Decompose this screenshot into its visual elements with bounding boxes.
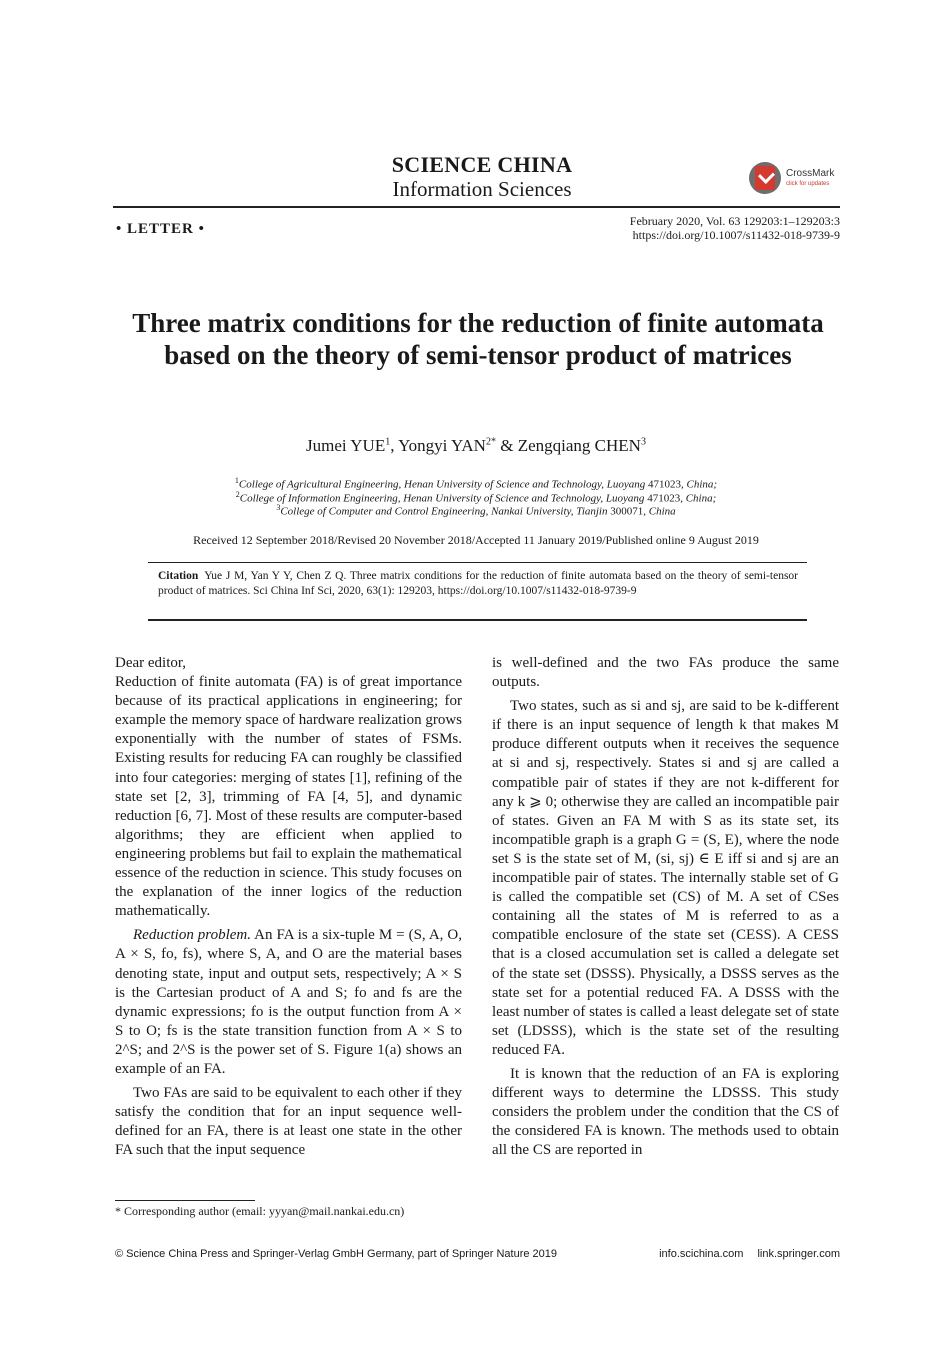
paragraph-equivalence: Two FAs are said to be equivalent to each other if they satisfy the condition that for an input sequence well-defined for an FA, there is at least one state in the other FA such that the input sequence <box>115 1085 462 1159</box>
crossmark-icon <box>749 162 781 194</box>
paragraph-ldsss: It is known that the reduction of an FA is exploring different ways to determine the LDSSS. This study considers the problem under the condition that the CS of the considered FA is known. The methods used to obtain all the CS are reported in <box>492 1065 839 1159</box>
footer-links <box>645 1248 840 1260</box>
crossmark-label: CrossMark <box>786 168 835 179</box>
citation-box <box>158 569 798 599</box>
author-2-affil: 2* <box>485 436 496 448</box>
author-1: Jumei YUE <box>306 436 386 455</box>
affiliation-1: $^1$College of Agricultural Engineering, Henan University of Science and Technology, Luoyang 471023, China; <box>234 476 718 491</box>
author-separator: & <box>495 436 518 455</box>
publication-dates: Received 12 September 2018/Revised 20 November 2018/Accepted 11 January 2019/Published online 9 August 2019 <box>193 533 759 547</box>
paper-title: Three matrix conditions for the reduction of finite automata based on the theory of semi-tensor product of matrices <box>132 308 824 370</box>
author-3-affil: 3 <box>640 436 646 448</box>
author-3: Zengqiang CHEN <box>517 436 641 455</box>
footnote-rule <box>115 1200 255 1201</box>
citation-text: Yue J M, Yan Y Y, Chen Z Q. Three matrix conditions for the reduction of finite automata based on the theory of semi-tensor product of matrices. Sci China Inf Sci, 2020, 63(1): 129203, https://doi.org/10.1007/s11432-018-9739-9 <box>158 570 798 597</box>
citation-rule-top <box>148 562 807 563</box>
crossmark-badge[interactable] <box>749 162 849 198</box>
paragraph-intro: Reduction of finite automata (FA) is of great importance because of its practical applications in engineering; for example the memory space of hardware realization grows exponentially with the number of states of FSMs. Existing results for reducing FA can roughly be classified into four categories: merging of states [1], refining of the state set [2, 3], trimming of FA [4, 5], and dynamic reduction [6, 7]. Most of these results are computer-based algorithms; they are efficient when applied to engineering problems but fail to explain the mathematical essence of the reduction in science. This study focuses on the explanation of the inner logics of the reduction mathematically. <box>115 674 462 920</box>
corresponding-author-footnote: * Corresponding author (email: yyyan@mail.nankai.edu.cn) <box>115 1204 405 1218</box>
run-in-heading: Reduction problem. <box>133 927 251 944</box>
issue-info: February 2020, Vol. 63 129203:1–129203:3 <box>629 214 840 228</box>
copyright-notice: © Science China Press and Springer-Verlag GmbH Germany, part of Springer Nature 2019 <box>115 1248 558 1260</box>
author-list <box>0 436 950 456</box>
crossmark-sublabel: click for updates <box>786 181 830 187</box>
citation-rule-bottom <box>148 619 807 621</box>
paragraph-equivalence-cont: is well-defined and the two FAs produce the same outputs. <box>492 655 839 691</box>
header-rule <box>113 206 840 208</box>
journal-subject: Information Sciences <box>392 177 572 201</box>
author-1-affil: 1 <box>385 436 391 448</box>
affiliation-2: $^2$College of Information Engineering, Henan University of Science and Technology, Luoyang 471023, China; <box>235 490 717 505</box>
body-column-right <box>492 654 839 1160</box>
body-column-left <box>115 654 462 1160</box>
paragraph-definitions: Two states, such as si and sj, are said to be k-different if there is an input sequence of length k that makes M produce different outputs when it receives the sequence at si and sj, respectively. States si and sj are called a compatible pair of states if they are not k-different for any k ⩾ 0; otherwise they are called an incompatible pair of states. Given an FA M with S as its state set, its incompatible graph is a graph G = (S, E), where the node set S is the state set of M, (si, sj) ∈ E iff si and sj are an incompatible pair of states. The internally stable set of G is called the compatible set (CS) of M. A set of CSes containing all the states of M is referred to as a compatible enclosure of the state set (CESS). A CESS that is a closed accumulation set is called a delegate set of the state set (DSSS). Physically, a DSSS serves as the state set for a potential reduced FA. A DSSS with the least number of states is called a least delegate set of state set (LDSSS), which is the state set of the resulting reduced FA. <box>492 698 839 1058</box>
doi-link[interactable]: https://doi.org/10.1007/s11432-018-9739-9 <box>632 228 840 242</box>
author-separator: , <box>390 436 399 455</box>
affiliation-3: $^3$College of Computer and Control Engineering, Nankai University, Tianjin 300071, China <box>276 503 676 518</box>
citation-label: Citation <box>158 570 199 582</box>
article-type: • LETTER • <box>116 221 205 237</box>
link-scichina[interactable]: info.scichina.com <box>659 1248 744 1260</box>
link-springer[interactable]: link.springer.com <box>757 1248 840 1260</box>
journal-name: SCIENCE CHINA <box>391 152 573 177</box>
author-2: Yongyi YAN <box>398 436 486 455</box>
greeting: Dear editor, <box>115 655 187 671</box>
paragraph-reduction-problem: Reduction problem. An FA is a six-tuple M = (S, A, O, A × S, fo, fs), where S, A, and O are the material bases denoting state, input and output sets, respectively; A × S is the Cartesian product of A and S; fo and fs are the dynamic expressions; fo is the output function from A × S to O; fs is the state transition function from A × S to 2^S; and 2^S is the power set of S. Figure 1(a) shows an example of an FA. <box>115 927 462 1077</box>
